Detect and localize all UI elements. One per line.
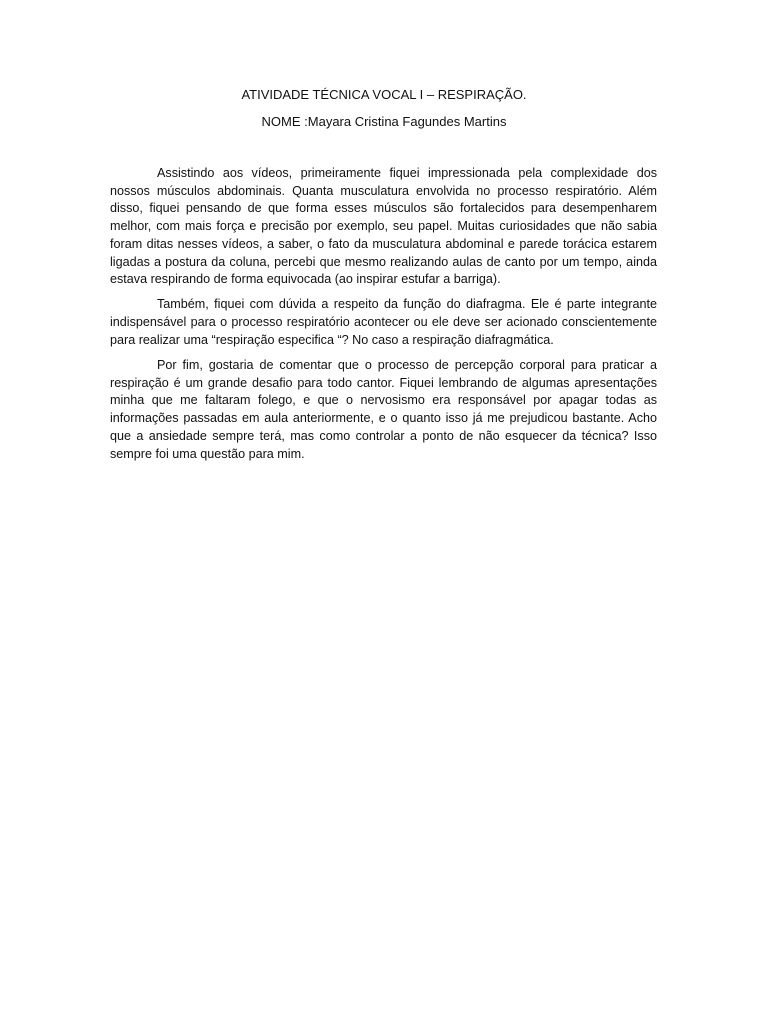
paragraph-1: Assistindo aos vídeos, primeiramente fiquei impressionada pela complexidade dos nossos músculos abdominais. Quanta musculatura envolvida no processo respiratório. Além disso, fiquei pensando de que forma esses músculos são fortalecidos para desempenharem melhor, com mais força e precisão por exemplo, seu papel. Muitas curiosidades que não sabia foram ditas nesses vídeos, a saber, o fato da musculatura abdominal e parede torácica estarem ligadas a postura da coluna, percebi que mesmo realizando aulas de canto por um tempo, ainda estava respirando de forma equivocada (ao inspirar estufar a barriga). — [110, 166, 657, 287]
document-body — [110, 165, 657, 471]
document-title: ATIVIDADE TÉCNICA VOCAL I – RESPIRAÇÃO. — [241, 87, 527, 102]
student-name-line: NOME :Mayara Cristina Fagundes Martins — [261, 114, 507, 129]
paragraph-2: Também, fiquei com dúvida a respeito da função do diafragma. Ele é parte integrante indispensável para o processo respiratório acontecer ou ele deve ser acionado conscientemente para realizar uma “respiração especifica “? No caso a respiração diafragmática. — [110, 297, 657, 347]
paragraph-3: Por fim, gostaria de comentar que o processo de percepção corporal para praticar a respiração é um grande desafio para todo cantor. Fiquei lembrando de algumas apresentações minha que me faltaram folego, e que o nervosismo era responsável por apagar todas as informações passadas em aula anteriormente, e o quanto isso já me prejudicou bastante. Acho que a ansiedade sempre terá, mas como controlar a ponto de não esquecer da técnica? Isso sempre foi uma questão para mim. — [110, 358, 657, 461]
